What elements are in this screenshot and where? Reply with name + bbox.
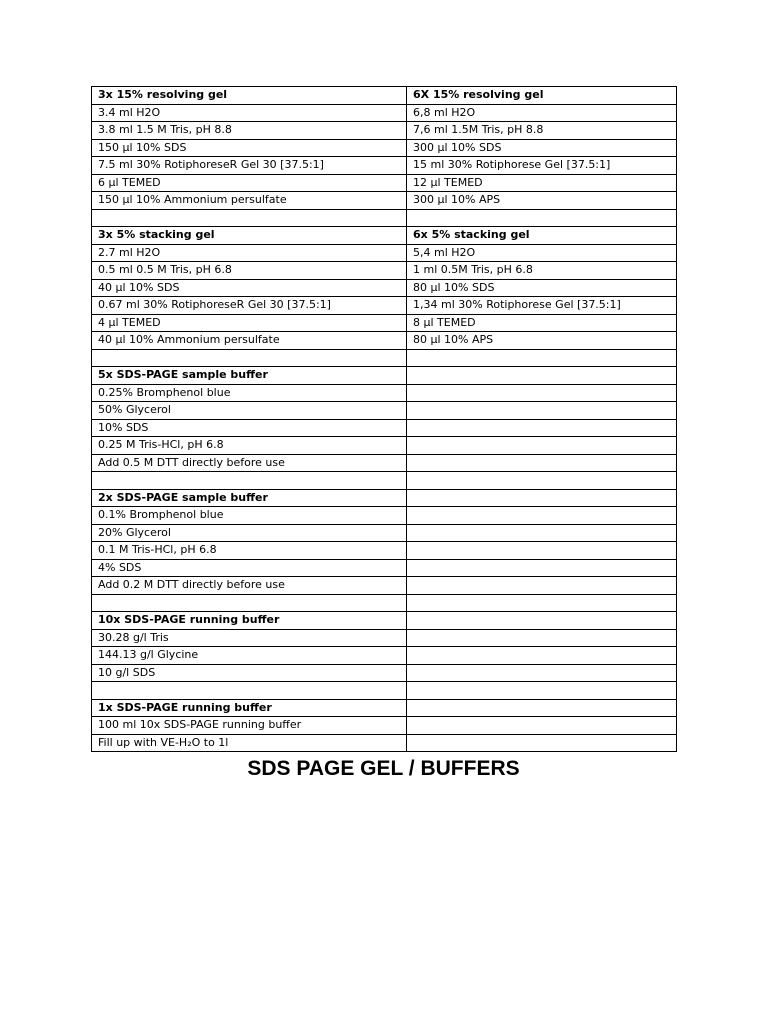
cell-right: 6x 5% stacking gel [407, 227, 677, 245]
cell-right [407, 472, 677, 490]
cell-right [407, 524, 677, 542]
table-row [92, 332, 677, 350]
section-header-row [92, 699, 677, 717]
cell-left: 3x 15% resolving gel [92, 87, 407, 105]
cell-left [92, 682, 407, 700]
cell-right: 80 µl 10% APS [407, 332, 677, 350]
cell-right [407, 367, 677, 385]
cell-right [407, 629, 677, 647]
table-row [92, 629, 677, 647]
table-row [92, 244, 677, 262]
document-title: SDS PAGE GEL / BUFFERS [247, 757, 520, 780]
cell-right [407, 542, 677, 560]
table-row [92, 104, 677, 122]
cell-left: 7.5 ml 30% RotiphoreseR Gel 30 [37.5:1] [92, 157, 407, 175]
cell-left: 150 µl 10% Ammonium persulfate [92, 192, 407, 210]
recipe-table-body [92, 87, 677, 752]
cell-left: 0.67 ml 30% RotiphoreseR Gel 30 [37.5:1] [92, 297, 407, 315]
cell-left [92, 209, 407, 227]
section-header-row [92, 367, 677, 385]
table-row [92, 647, 677, 665]
cell-left: 6 µl TEMED [92, 174, 407, 192]
cell-left [92, 349, 407, 367]
cell-right: 1 ml 0.5M Tris, pH 6.8 [407, 262, 677, 280]
cell-left: 40 µl 10% SDS [92, 279, 407, 297]
table-row [92, 402, 677, 420]
table-row [92, 472, 677, 490]
table-row [92, 419, 677, 437]
cell-left [92, 472, 407, 490]
cell-right: 7,6 ml 1.5M Tris, pH 8.8 [407, 122, 677, 140]
table-row [92, 192, 677, 210]
cell-left: 150 µl 10% SDS [92, 139, 407, 157]
cell-left: 0.5 ml 0.5 M Tris, pH 6.8 [92, 262, 407, 280]
table-row [92, 682, 677, 700]
cell-right [407, 559, 677, 577]
table-row [92, 664, 677, 682]
cell-left: 0.25 M Tris-HCl, pH 6.8 [92, 437, 407, 455]
table-row [92, 577, 677, 595]
table-row [92, 122, 677, 140]
cell-left: Fill up with VE-H₂O to 1l [92, 734, 407, 752]
table-row [92, 524, 677, 542]
section-header-row [92, 227, 677, 245]
cell-right: 300 µl 10% SDS [407, 139, 677, 157]
cell-left: 10x SDS-PAGE running buffer [92, 612, 407, 630]
table-row [92, 507, 677, 525]
cell-right [407, 647, 677, 665]
cell-right [407, 717, 677, 735]
table-row [92, 454, 677, 472]
cell-left: 3.4 ml H2O [92, 104, 407, 122]
cell-left: Add 0.2 M DTT directly before use [92, 577, 407, 595]
cell-left: 4 µl TEMED [92, 314, 407, 332]
cell-right [407, 699, 677, 717]
cell-left: 2x SDS-PAGE sample buffer [92, 489, 407, 507]
cell-left: Add 0.5 M DTT directly before use [92, 454, 407, 472]
cell-right [407, 507, 677, 525]
cell-left [92, 594, 407, 612]
cell-right [407, 437, 677, 455]
section-header-row [92, 612, 677, 630]
table-row [92, 734, 677, 752]
cell-right: 6X 15% resolving gel [407, 87, 677, 105]
cell-left: 10 g/l SDS [92, 664, 407, 682]
cell-right [407, 402, 677, 420]
cell-right: 12 µl TEMED [407, 174, 677, 192]
cell-right [407, 682, 677, 700]
cell-right: 15 ml 30% Rotiphorese Gel [37.5:1] [407, 157, 677, 175]
table-row [92, 157, 677, 175]
cell-left: 0.1% Bromphenol blue [92, 507, 407, 525]
table-row [92, 297, 677, 315]
cell-right [407, 419, 677, 437]
table-row [92, 542, 677, 560]
cell-left: 40 µl 10% Ammonium persulfate [92, 332, 407, 350]
cell-right [407, 594, 677, 612]
cell-left: 4% SDS [92, 559, 407, 577]
table-row [92, 594, 677, 612]
cell-right [407, 489, 677, 507]
cell-right: 1,34 ml 30% Rotiphorese Gel [37.5:1] [407, 297, 677, 315]
table-row [92, 384, 677, 402]
cell-right: 5,4 ml H2O [407, 244, 677, 262]
cell-right [407, 384, 677, 402]
cell-right [407, 349, 677, 367]
table-row [92, 139, 677, 157]
cell-right [407, 454, 677, 472]
cell-left: 5x SDS-PAGE sample buffer [92, 367, 407, 385]
cell-right [407, 664, 677, 682]
table-row [92, 559, 677, 577]
cell-right [407, 734, 677, 752]
cell-left: 100 ml 10x SDS-PAGE running buffer [92, 717, 407, 735]
cell-right [407, 612, 677, 630]
cell-right: 8 µl TEMED [407, 314, 677, 332]
cell-left: 0.25% Bromphenol blue [92, 384, 407, 402]
table-row [92, 262, 677, 280]
table-row [92, 349, 677, 367]
cell-left: 1x SDS-PAGE running buffer [92, 699, 407, 717]
cell-right: 80 µl 10% SDS [407, 279, 677, 297]
cell-left: 20% Glycerol [92, 524, 407, 542]
table-row [92, 174, 677, 192]
table-row [92, 437, 677, 455]
cell-left: 3.8 ml 1.5 M Tris, pH 8.8 [92, 122, 407, 140]
table-row [92, 209, 677, 227]
table-row [92, 279, 677, 297]
cell-left: 10% SDS [92, 419, 407, 437]
recipe-table [91, 86, 677, 752]
cell-left: 30.28 g/l Tris [92, 629, 407, 647]
table-row [92, 314, 677, 332]
section-header-row [92, 489, 677, 507]
cell-left: 3x 5% stacking gel [92, 227, 407, 245]
section-header-row [92, 87, 677, 105]
cell-right [407, 577, 677, 595]
cell-right [407, 209, 677, 227]
cell-left: 144.13 g/l Glycine [92, 647, 407, 665]
table-row [92, 717, 677, 735]
cell-left: 2.7 ml H2O [92, 244, 407, 262]
cell-right: 6,8 ml H2O [407, 104, 677, 122]
cell-left: 0.1 M Tris-HCl, pH 6.8 [92, 542, 407, 560]
cell-left: 50% Glycerol [92, 402, 407, 420]
cell-right: 300 µl 10% APS [407, 192, 677, 210]
